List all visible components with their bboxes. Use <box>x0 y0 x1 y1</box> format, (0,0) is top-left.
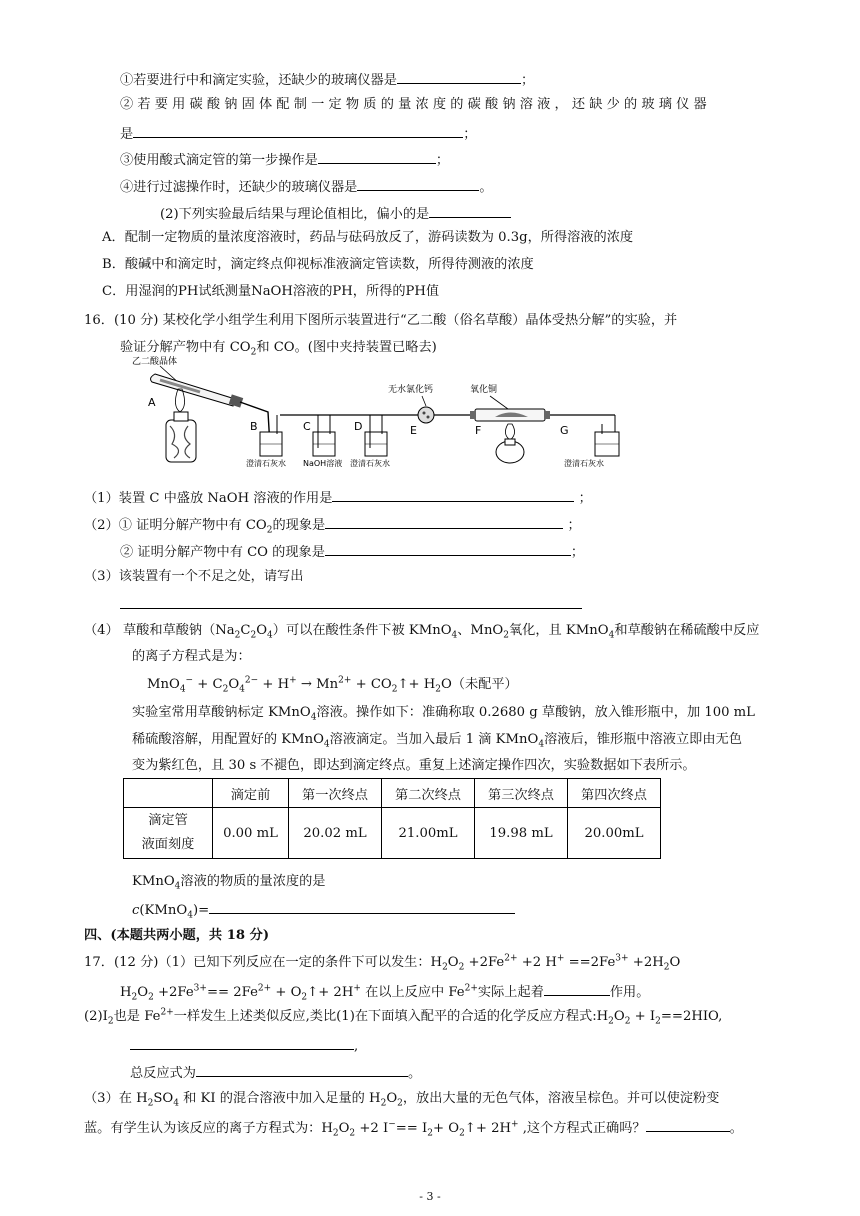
table-row <box>124 808 661 859</box>
bottle-d <box>365 415 387 456</box>
section-heading: 四、(本题共两小题，共 18 分) <box>84 928 270 943</box>
answer-blank[interactable] <box>209 899 515 914</box>
q16-intro-2: 验证分解产物中有 $CO_2$和 CO。(图中夹持装置已略去) <box>120 340 437 358</box>
answer-blank[interactable] <box>544 981 610 996</box>
table-cell: 20.02 mL <box>289 808 382 859</box>
table-header-cell: 第四次终点 <box>568 779 661 808</box>
bottle-g <box>595 415 619 456</box>
table-cell: 0.00 mL <box>213 808 289 859</box>
answer-blank[interactable] <box>646 1117 730 1132</box>
drying-tube-e <box>418 407 434 423</box>
answer-blank[interactable] <box>130 1035 354 1050</box>
table-header-cell: 滴定前 <box>213 779 289 808</box>
answer-blank[interactable] <box>429 203 511 218</box>
table-header-cell: 第一次终点 <box>289 779 382 808</box>
label-a: A <box>148 396 156 409</box>
q16-part-4b: 的离子方程式是为： <box>132 649 251 664</box>
bottle-b <box>260 415 282 456</box>
option-a: A．配制一定物质的量浓度溶液时，药品与砝码放反了，游码读数为 0.3g，所得溶液的浓度 <box>102 230 634 245</box>
label-d-solution: 澄清石灰水 <box>350 459 390 468</box>
combustion-tube-f <box>470 409 550 421</box>
q16-part-1: （1）装置 C 中盛放 NaOH 溶液的作用是 ； <box>84 487 592 508</box>
q17-line-5: 总反应式为 。 <box>130 1062 421 1083</box>
procedure-line-2: 稀硫酸溶解，用配置好的 KMnO$_4$溶液滴定。当加入最后 1 滴 KMnO$_4$溶液后，锥形瓶中溶液立即由无色 <box>132 732 742 750</box>
cacl2-label: 无水氯化钙 <box>388 385 434 395</box>
q-misc-line-2: ② 若 要 用 碳 酸 钠 固 体 配 制 一 定 物 质 的 量 浓 度 的 碳 酸 钠 溶 液 ， 还 缺 少 的 玻 璃 仪 器 <box>120 97 707 112</box>
label-g-solution: 澄清石灰水 <box>564 459 604 468</box>
label-c: C <box>303 420 311 433</box>
q16-part-2a: （2）① 证明分解产物中有 $CO_2$的现象是 ； <box>84 514 581 535</box>
q17-line-7: 蓝。有学生认为该反应的离子方程式为：$H_2O_2 +2$ $I^-== I_2+$ $O_2↑+ 2H^+$ ,这个方程式正确吗？ 。 <box>84 1117 743 1138</box>
q16-part-2b: ② 证明分解产物中有 CO 的现象是 ； <box>120 541 584 562</box>
table-header-cell: 第二次终点 <box>382 779 475 808</box>
label-b: B <box>250 420 258 433</box>
ionic-equation: $MnO_4^- + C_2O_4^{2-} + H^+ \to Mn^{2+}$ + $CO_2↑+ H_2O$（未配平） <box>147 675 518 695</box>
concentration-answer: c(KMnO$_4$)= <box>132 899 515 920</box>
table-header-cell: 第三次终点 <box>475 779 568 808</box>
q16-part-4: （4） 草酸和草酸钠$(Na_2C_2O_4)$可以在酸性条件下被 KMnO$_4$、MnO$_2$氧化，且 KMnO$_4$和草酸钠在稀硫酸中反应 <box>84 623 760 641</box>
label-e: E <box>410 424 417 437</box>
apparatus-diagram <box>130 354 630 474</box>
q-misc-line-5: (2)下列实验最后结果与理论值相比，偏小的是 <box>160 203 511 224</box>
test-tube-a <box>151 374 244 408</box>
answer-blank[interactable] <box>332 487 574 502</box>
page-number: - 3 - <box>419 1190 441 1203</box>
answer-blank[interactable] <box>397 69 521 84</box>
procedure-line-1: 实验室常用草酸钠标定 KMnO$_4$溶液。操作如下：准确称取 0.2680 g 草酸钠，放入锥形瓶中，加 100 mL <box>132 705 755 723</box>
q16-intro-1: 16．(10 分) 某校化学小组学生利用下图所示装置进行“乙二酸（俗名草酸）晶体受热分解”的实验，并 <box>84 313 678 328</box>
answer-blank[interactable] <box>325 541 571 556</box>
answer-blank[interactable] <box>196 1062 408 1077</box>
answer-blank[interactable] <box>318 149 436 164</box>
q17-line-1: 17．(12 分)（1）已知下列反应在一定的条件下可以发生：$H_2O_2 +2Fe^{2+} +2$ $H^+ ==2Fe^{3+} +2H_2O$ <box>84 953 681 973</box>
label-b-solution: 澄清石灰水 <box>246 459 286 468</box>
q17-line-3: $(2)I_2$也是 $Fe^{2+}$一样发生上述类似反应,类比(1)在下面填入配平的合适的化学反应方程式$:H_2O_2 + I_2==2HIO$, <box>84 1007 723 1027</box>
answer-blank[interactable] <box>120 594 582 609</box>
titration-data-table <box>123 778 661 859</box>
q17-line-2: $H_2O_2 +2Fe^{3+}== 2Fe^{2+}$ + $O_2↑+ 2H^+$ 在以上反应中 $Fe^{2+}$实际上起着 作用。 <box>120 981 649 1002</box>
answer-blank[interactable] <box>133 123 463 138</box>
crystal-label: 乙二酸晶体 <box>132 357 178 367</box>
q-misc-line-3: ③使用酸式滴定管的第一步操作是 ； <box>120 149 449 170</box>
procedure-line-3: 变为紫红色，且 30 s 不褪色，即达到滴定终点。重复上述滴定操作四次，实验数据如下表所示。 <box>132 758 696 773</box>
q16-part-3: （3）该装置有一个不足之处，请写出 <box>84 569 304 584</box>
cuo-label: 氧化铜 <box>470 385 498 395</box>
alcohol-lamp-f <box>496 424 524 463</box>
q-misc-line-2b: 是 ； <box>120 123 476 144</box>
table-cell: 21.00mL <box>382 808 475 859</box>
label-c-solution: NaOH溶液 <box>303 459 343 468</box>
q-misc-line-1: ①若要进行中和滴定实验，还缺少的玻璃仪器是 ； <box>120 69 534 90</box>
q17-line-4: , <box>130 1035 358 1056</box>
bottle-c <box>313 415 335 456</box>
table-header-row <box>124 779 661 808</box>
q-misc-line-4: ④进行过滤操作时，还缺少的玻璃仪器是 。 <box>120 176 493 197</box>
option-c: C．用湿润的PH试纸测量NaOH溶液的PH，所得的PH值 <box>102 284 440 299</box>
label-g: G <box>560 424 569 437</box>
alcohol-lamp <box>166 389 196 462</box>
concentration-question: KMnO$_4$溶液的物质的量浓度的是 <box>132 874 326 892</box>
option-b: B．酸碱中和滴定时，滴定终点仰视标准液滴定管读数，所得待测液的浓度 <box>102 257 534 272</box>
row-label-cell: 滴定管 液面刻度 <box>124 808 213 859</box>
table-cell: 19.98 mL <box>475 808 568 859</box>
label-d: D <box>354 420 363 433</box>
answer-blank[interactable] <box>325 514 563 529</box>
table-cell: 20.00mL <box>568 808 661 859</box>
answer-blank[interactable] <box>357 176 479 191</box>
q17-line-6: （3）在 $H_2SO_4$ 和 KI 的混合溶液中加入足量的 $H_2O_2$，放出大量的无色气体，溶液呈棕色。并可以使淀粉变 <box>84 1091 720 1109</box>
label-f: F <box>475 424 482 437</box>
table-header-cell <box>124 779 213 808</box>
